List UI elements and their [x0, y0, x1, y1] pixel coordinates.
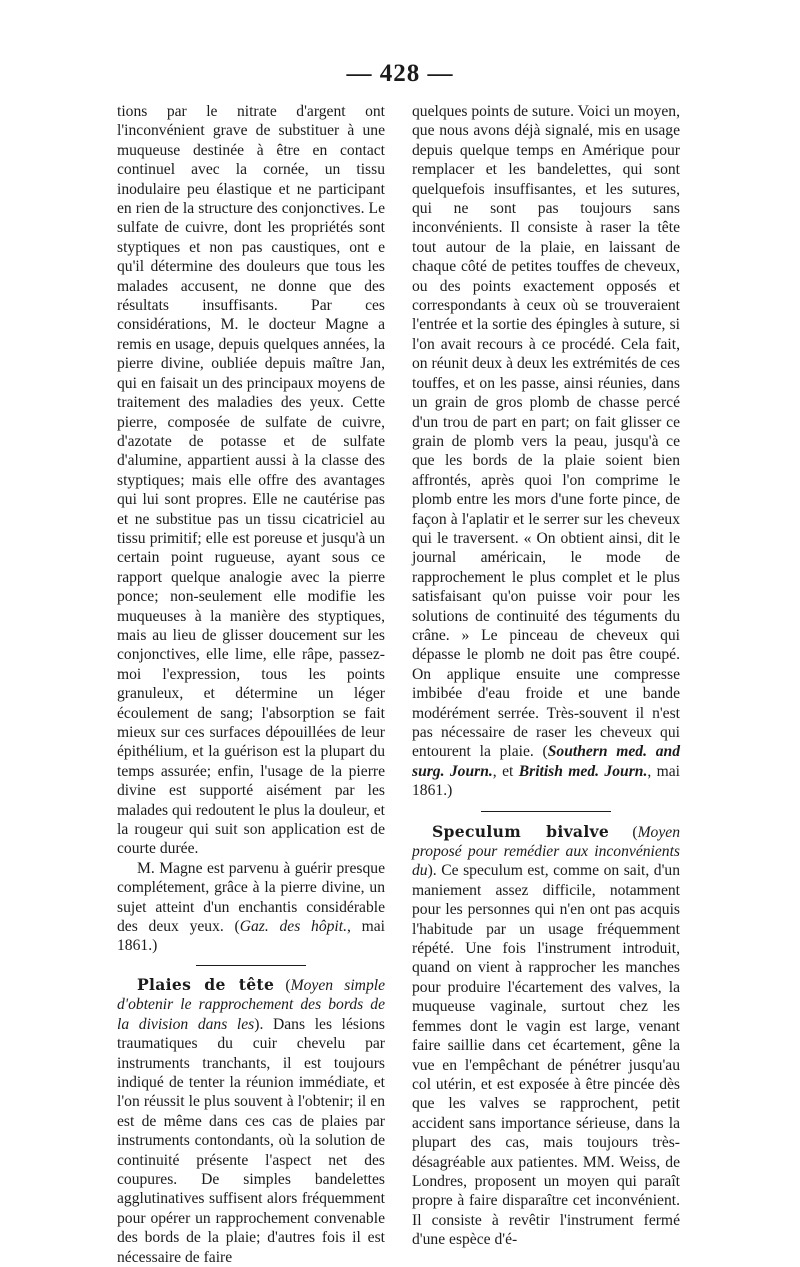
section-divider — [196, 965, 306, 966]
right-column — [412, 102, 680, 1250]
section-body: Dans les lésions traumatiques du cuir chevelu par instruments tranchants, il est toujours indiqué de tenter la réunion immédiate, et l'on réussit le plus souvent à l'obtenir; il en est de même dans ces cas de plaies par instruments contondants, où la solution de continuité présente l'aspect net des coupures. De simples bandelettes agglutinatives suffisent alors fréquemment pour opérer un rapprochement convenable des bords de la plaie; d'autres fois il est nécessaire de faire — [117, 1015, 385, 1266]
citation-source-british: British med. Journ. — [518, 762, 648, 780]
citation-source-southern: Southern med. and surg. Journ. — [412, 743, 680, 780]
section-subtitle: Moyen simple d'obtenir le rapprochement des bords de la division dans les — [117, 976, 385, 1033]
paragraph-magne-case — [117, 859, 385, 956]
page-number: — 428 — — [346, 60, 454, 87]
left-column — [117, 102, 385, 1267]
paragraph-magne-text: M. Magne est parvenu à guérir presque complétement, grâce à la pierre divine, un sujet atteint d'un enchantis considérable des deux yeux. ( — [117, 859, 385, 936]
citation-and: , et — [492, 762, 519, 780]
paragraph-pierre-divine: tions par le nitrate d'argent ont l'inconvénient grave de substituer à une muqueuse destinée à être en contact continuel avec la cornée, un tissu inodulaire peu élastique et ne participant en rien de la structure des conjonctives. Le sulfate de cuivre, dont les propriétés sont styptiques et non pas caustiques, ont e qu'il détermine des douleurs que tous les malades accusent, ne donne que des résultats insuffisants. Par ces considérations, M. le docteur Magne a remis en usage, depuis quelques années, la pierre divine, oubliée depuis maître Jan, qui en faisait un des principaux moyens de traitement des maladies des yeux. Cette pierre, composée de sulfate de cuivre, d'azotate de potasse et de sulfate d'alumine, appartient aussi à la classe des styptiques; mais elle offre des avantages qui lui sont propres. Elle ne cautérise pas et ne substitue pas un tissu cicatriciel au tissu primitif; elle est poreuse et jusqu'à un certain point rugueuse, ayant sous ce rapport quelque analogie avec la pierre ponce; non-seulement elle modifie les muqueuses à la manière des styptiques, mais au lieu de glisser doucement sur les conjonctives, elle lime, elle râpe, passez-moi l'expression, tous les points granuleux, et détermine un léger écoulement de sang; l'absorption se fait mieux sur ces surfaces dépouillées de leur épithélium, et la guérison est la plupart du temps assurée; enfin, l'usage de la pierre divine est supporté aisément par les malades qui redoutent le plus la douleur, et la rougeur qui suit son application est de courte durée. — [117, 103, 385, 858]
paragraph-suture-method — [412, 102, 680, 801]
section-heading: Speculum bivalve — [432, 821, 610, 841]
citation-date: , mai 1861.) — [412, 762, 681, 800]
section-subtitle: Moyen proposé pour remédier aux inconvénients du — [412, 823, 680, 880]
subtitle-open: ( — [274, 976, 291, 994]
section-plaies-de-tete — [117, 975, 385, 1267]
citation-date: , mai 1861.) — [117, 918, 386, 955]
section-speculum-bivalve — [412, 822, 680, 1250]
citation-source: Gaz. des hôpit. — [239, 918, 347, 936]
subtitle-open: ( — [609, 823, 638, 841]
subtitle-close: ). — [427, 862, 437, 880]
section-divider — [481, 811, 611, 812]
section-body: Ce speculum est, comme on sait, d'un maniement assez difficile, notamment pour les personnes qui n'en ont pas acquis l'habitude par un usage fréquemment répété. Une fois l'instrument introduit, quand on vient à rapprocher les manches pour produire l'écartement des valves, la muqueuse vaginale, surtout chez les femmes dont le vagin est large, venant faire saillie dans cet écartement, gêne la vue en l'empêchant de pénétrer jusqu'au col utérin, et est exposée à être pincée dès que les valves se rapprochent, petit accident sans importance sérieuse, dans la plupart des cas, mais toujours très-désagréable aux patientes. MM. Weiss, de Londres, proposent un moyen qui paraît propre à faire disparaître cet inconvénient. Il consiste à revêtir l'instrument fermé d'une espèce d'é- — [412, 862, 680, 1249]
paragraph-suture-text: quelques points de suture. Voici un moyen, que nous avons déjà signalé, mis en usage depuis quelque temps en Amérique pour remplacer et les bandelettes, qui sont quelquefois insuffisantes, et les sutures, qui ne sont pas toujours sans inconvénients. Il consiste à raser la tête tout autour de la plaie, en laissant de chaque côté de petites touffes de cheveux, ou des points exactement opposés et correspondants à ceux où se trouveraient l'entrée et la sortie des épingles à suture, si l'on avait recours à ce procédé. Cela fait, on réunit deux à deux les extrémités de ces touffes, et on les passe, ainsi réunies, dans un grain de gros plomb de chasse percé d'un trou de part en part; on fait glisser ce grain de plomb vers la peau, jusqu'à ce que les bords de la plaie soient bien affrontés, après quoi l'on comprime le plomb entre les mors d'une forte pince, de façon à l'aplatir et le serrer sur les cheveux qui le traversent. « On obtient ainsi, dit le journal américain, le mode de rapprochement le plus complet et le plus satisfaisant qu'on puisse voir pour les solutions de continuité des téguments du crâne. » Le pinceau de cheveux qui dépasse le plomb ne doit pas être coupé. On applique ensuite une compresse imbibée d'eau froide et une bande modérément serrée. Très-souvent il n'est pas nécessaire de raser les cheveux qui entourent la plaie. ( — [412, 103, 680, 761]
section-heading: Plaies de tête — [137, 974, 275, 994]
subtitle-close: ). — [254, 1015, 264, 1033]
